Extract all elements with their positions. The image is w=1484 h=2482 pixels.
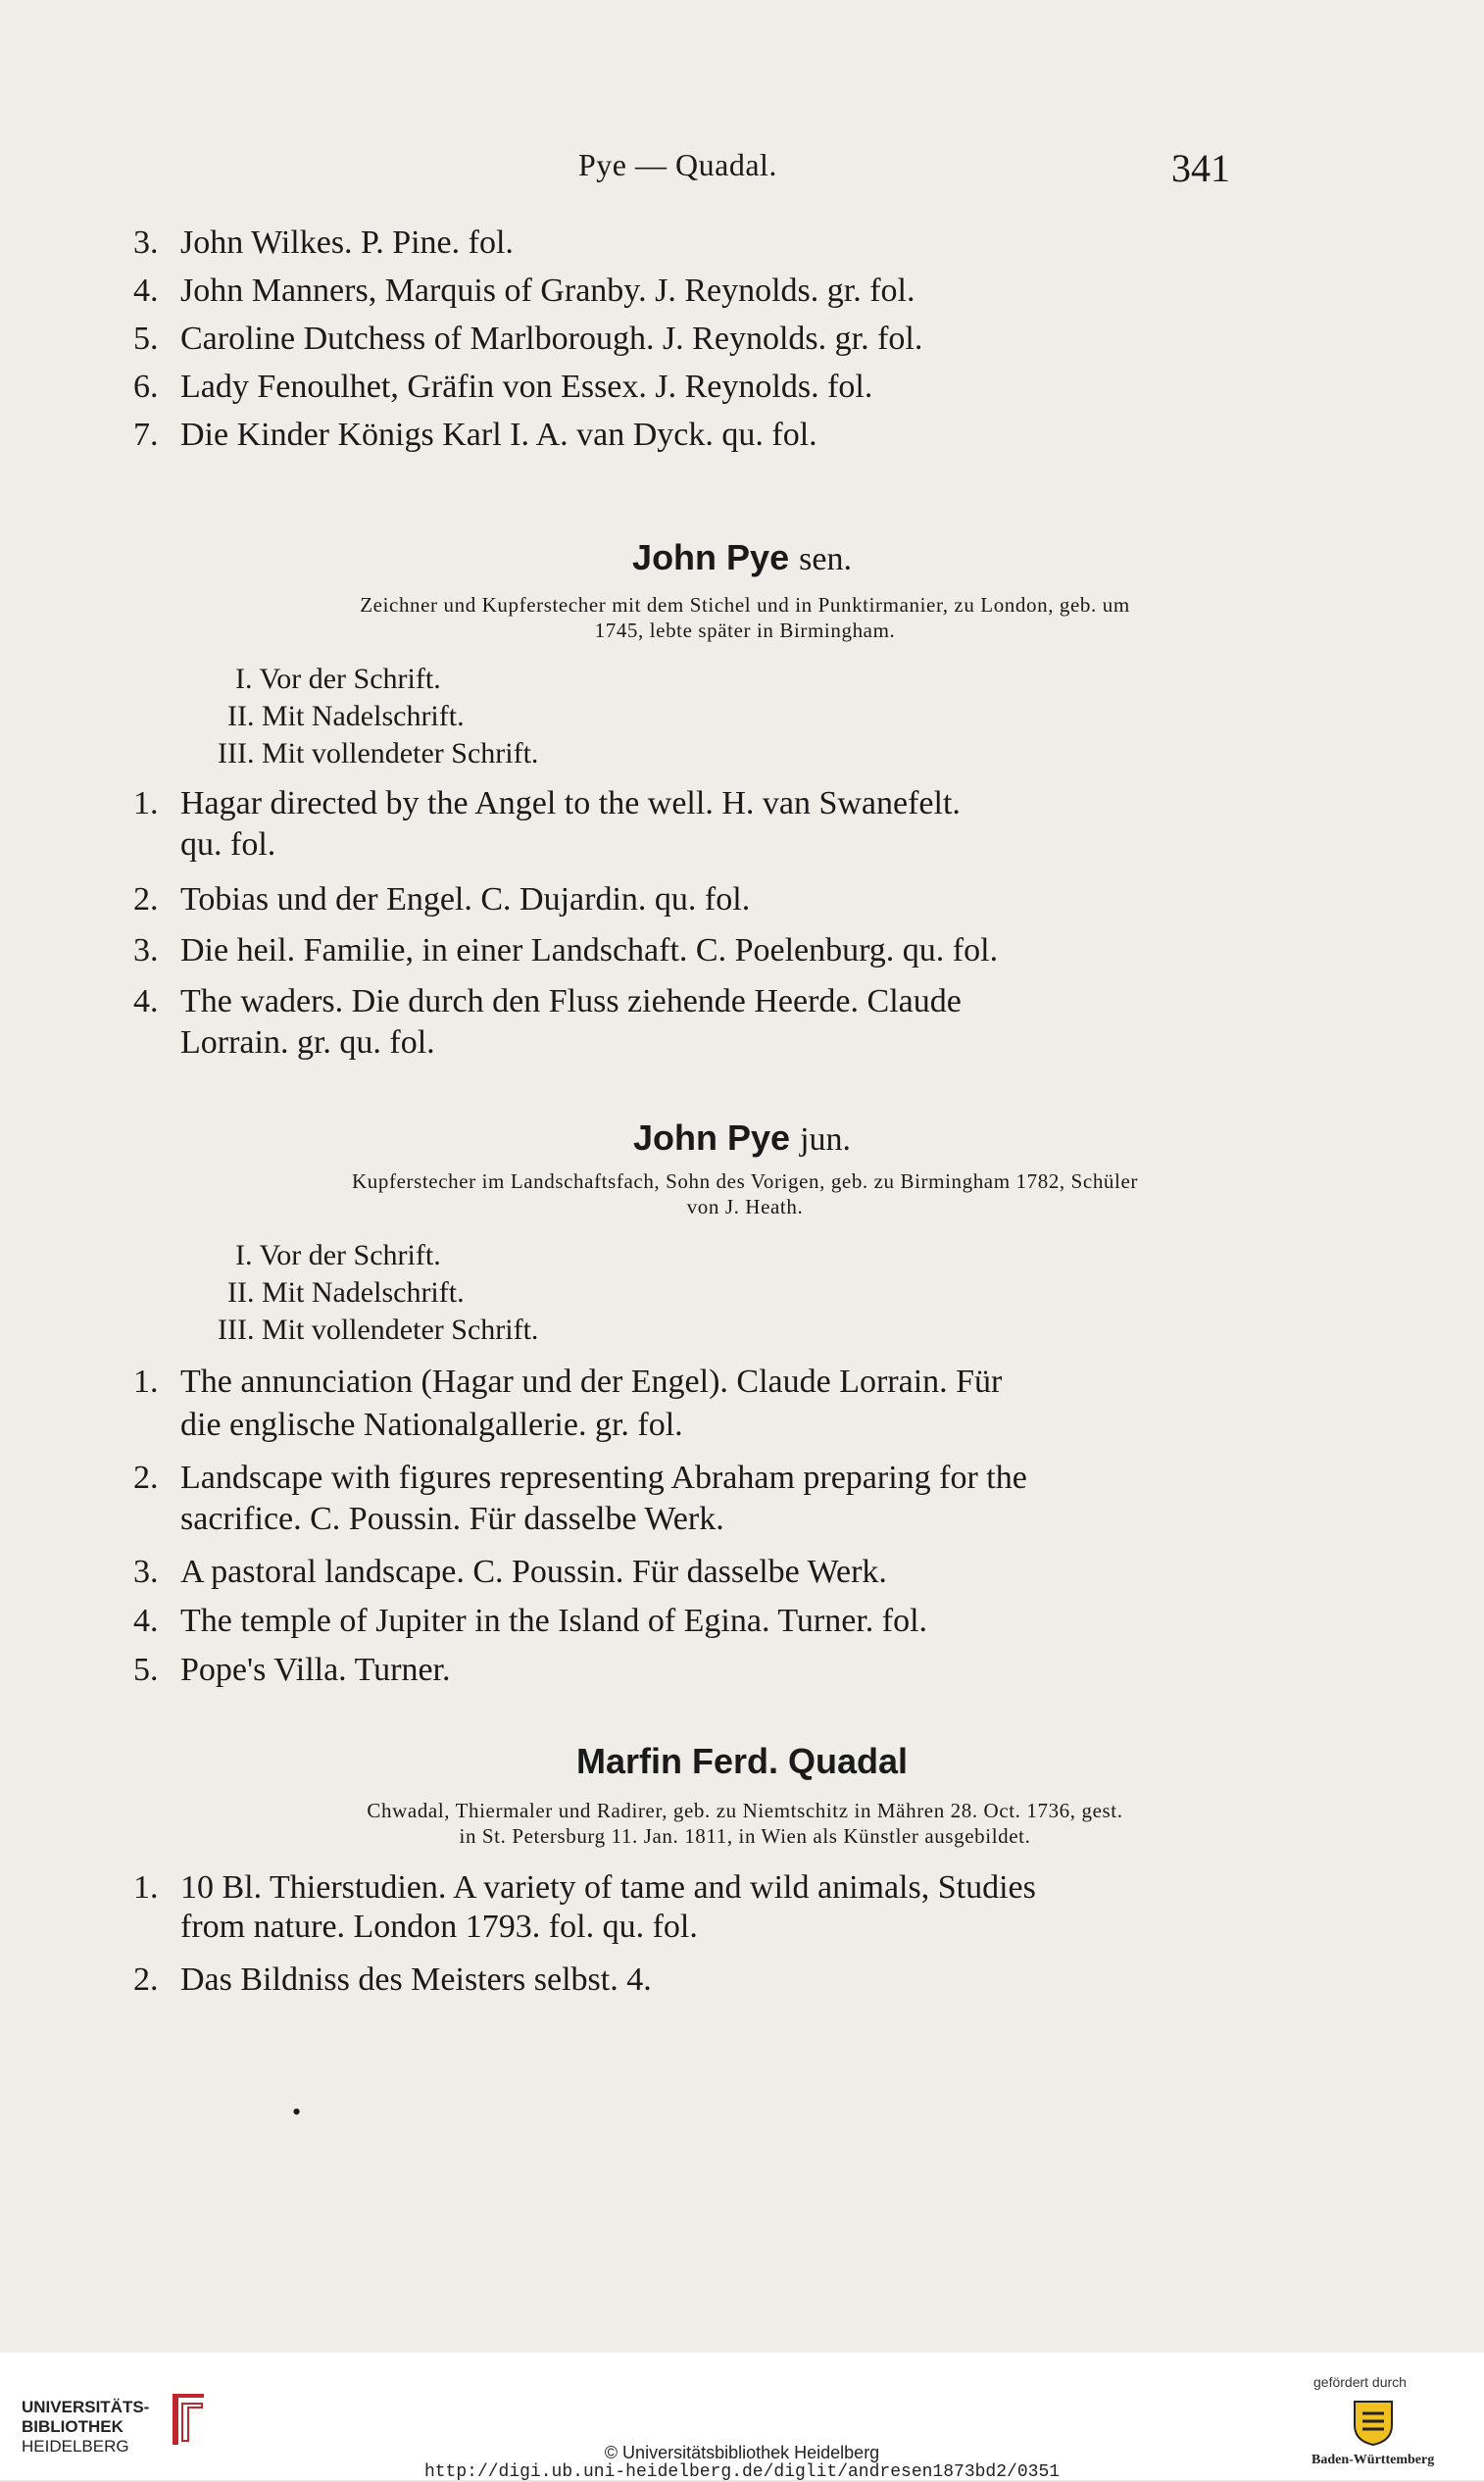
item-text: Hagar directed by the Angel to the well. H. van Swanefelt. — [180, 785, 961, 821]
item-text: Tobias und der Engel. C. Dujardin. qu. fol. — [180, 881, 751, 918]
item-text: Pope's Villa. Turner. — [180, 1652, 451, 1688]
item-text: Das Bildniss des Meisters selbst. 4. — [180, 1961, 652, 1998]
artist-biography — [176, 1168, 1313, 1219]
item-text: The waders. Die durch den Fluss ziehende Heerde. Claude — [180, 983, 962, 1019]
section-heading-quadal — [0, 1741, 1484, 1782]
list-item — [133, 880, 750, 919]
item-text: Landscape with figures representing Abraham preparing for the — [180, 1460, 1027, 1496]
item-text: John Wilkes. P. Pine. fol. — [180, 224, 514, 261]
list-item — [133, 1553, 887, 1592]
item-number: 1. — [133, 1869, 159, 1906]
list-item — [133, 416, 817, 455]
item-number: 7. — [133, 417, 159, 453]
item-number: 6. — [133, 369, 159, 405]
artist-name: Marfin Ferd. Quadal — [575, 1741, 909, 1781]
sponsor-label: gefördert durch — [1313, 2374, 1407, 2390]
artist-suffix: sen. — [799, 541, 852, 577]
library-name-line: HEIDELBERG — [22, 2437, 129, 2456]
item-text: Die heil. Familie, in einer Landschaft. C. Poelenburg. qu. fol. — [180, 932, 999, 968]
library-name-line: BIBLIOTHEK — [22, 2417, 124, 2436]
bio-line: von J. Heath. — [686, 1195, 804, 1218]
list-item — [133, 272, 915, 311]
copyright-notice: © Universitätsbibliothek Heidelberg — [604, 2443, 880, 2462]
list-item — [133, 1602, 927, 1641]
bio-line: in St. Petersburg 11. Jan. 1811, in Wien als Künstler ausgebildet. — [459, 1824, 1031, 1848]
item-text: The temple of Jupiter in the Island of Egina. Turner. fol. — [180, 1603, 928, 1639]
item-text: 10 Bl. Thierstudien. A variety of tame and wild animals, Studies — [180, 1869, 1036, 1906]
state-item: I. Vor der Schrift. — [235, 1239, 441, 1271]
item-text: The annunciation (Hagar und der Engel). Claude Lorrain. Für — [180, 1364, 1003, 1400]
item-number: 5. — [133, 321, 159, 357]
item-continuation: qu. fol. — [180, 826, 276, 863]
item-number: 3. — [133, 224, 159, 261]
item-number: 4. — [133, 273, 159, 309]
list-item — [133, 223, 514, 263]
state-item: III. Mit vollendeter Schrift. — [218, 1314, 539, 1346]
item-continuation: Lorrain. gr. qu. fol. — [180, 1024, 435, 1061]
artist-biography — [176, 592, 1313, 643]
coat-of-arms-icon — [1349, 2396, 1398, 2447]
list-item — [133, 1961, 652, 2000]
list-item — [133, 1363, 1002, 1402]
list-item — [133, 982, 962, 1021]
item-text: Lady Fenoulhet, Gräfin von Essex. J. Reynolds. fol. — [180, 369, 873, 405]
page-number: 341 — [1171, 146, 1230, 190]
item-text: John Manners, Marquis of Granby. J. Reynolds. gr. fol. — [180, 273, 915, 309]
item-number: 3. — [133, 1554, 159, 1590]
list-item — [133, 784, 961, 823]
running-header: Pye — Quadal. — [578, 147, 777, 182]
item-text: A pastoral landscape. C. Poussin. Für dasselbe Werk. — [180, 1554, 887, 1590]
item-number: 2. — [133, 1460, 159, 1496]
list-item — [133, 931, 998, 970]
list-item — [133, 1459, 1027, 1498]
library-name-line: UNIVERSITÄTS- — [22, 2398, 150, 2416]
sponsor-name: Baden-Württemberg — [1311, 2453, 1435, 2467]
bio-line: Kupferstecher im Landschaftsfach, Sohn des Vorigen, geb. zu Birmingham 1782, Schüler — [352, 1169, 1138, 1193]
item-text: Caroline Dutchess of Marlborough. J. Reynolds. gr. fol. — [180, 321, 923, 357]
bio-line: Zeichner und Kupferstecher mit dem Stichel und in Punktirmanier, zu London, geb. um — [360, 593, 1130, 617]
item-number: 3. — [133, 932, 159, 968]
state-item: I. Vor der Schrift. — [235, 663, 441, 695]
section-heading-john-pye-jun — [0, 1117, 1484, 1159]
list-item — [133, 1651, 451, 1690]
state-item: II. Mit Nadelschrift. — [227, 1276, 465, 1309]
ink-mark: • — [292, 2098, 302, 2126]
item-continuation: from nature. London 1793. fol. qu. fol. — [180, 1909, 698, 1945]
digitization-footer — [0, 2353, 1484, 2480]
list-item — [133, 320, 922, 359]
list-item — [133, 1868, 1036, 1908]
item-continuation: sacrifice. C. Poussin. Für dasselbe Werk. — [180, 1501, 724, 1537]
item-number: 2. — [133, 881, 159, 918]
item-number: 4. — [133, 1603, 159, 1639]
artist-suffix: jun. — [800, 1121, 852, 1158]
artist-biography — [176, 1798, 1313, 1849]
state-item: III. Mit vollendeter Schrift. — [218, 737, 539, 769]
item-number: 5. — [133, 1652, 159, 1688]
bio-line: Chwadal, Thiermaler und Radirer, geb. zu Niemtschitz in Mähren 28. Oct. 1736, gest. — [367, 1799, 1123, 1822]
list-item — [133, 368, 872, 407]
library-logo-icon — [169, 2390, 208, 2449]
item-number: 2. — [133, 1961, 159, 1998]
item-continuation: die englische Nationalgallerie. gr. fol. — [180, 1407, 683, 1443]
source-url-link[interactable]: http://digi.ub.uni-heidelberg.de/diglit/andresen1873bd2/0351 — [423, 2462, 1061, 2482]
item-number: 1. — [133, 1364, 159, 1400]
item-text: Die Kinder Königs Karl I. A. van Dyck. qu. fol. — [180, 417, 817, 453]
state-item: II. Mit Nadelschrift. — [227, 700, 465, 732]
artist-name: John Pye — [632, 537, 790, 577]
item-number: 4. — [133, 983, 159, 1019]
section-heading-john-pye-sen — [0, 537, 1484, 578]
bio-line: 1745, lebte später in Birmingham. — [594, 619, 896, 642]
artist-name: John Pye — [632, 1117, 791, 1158]
item-number: 1. — [133, 785, 159, 821]
